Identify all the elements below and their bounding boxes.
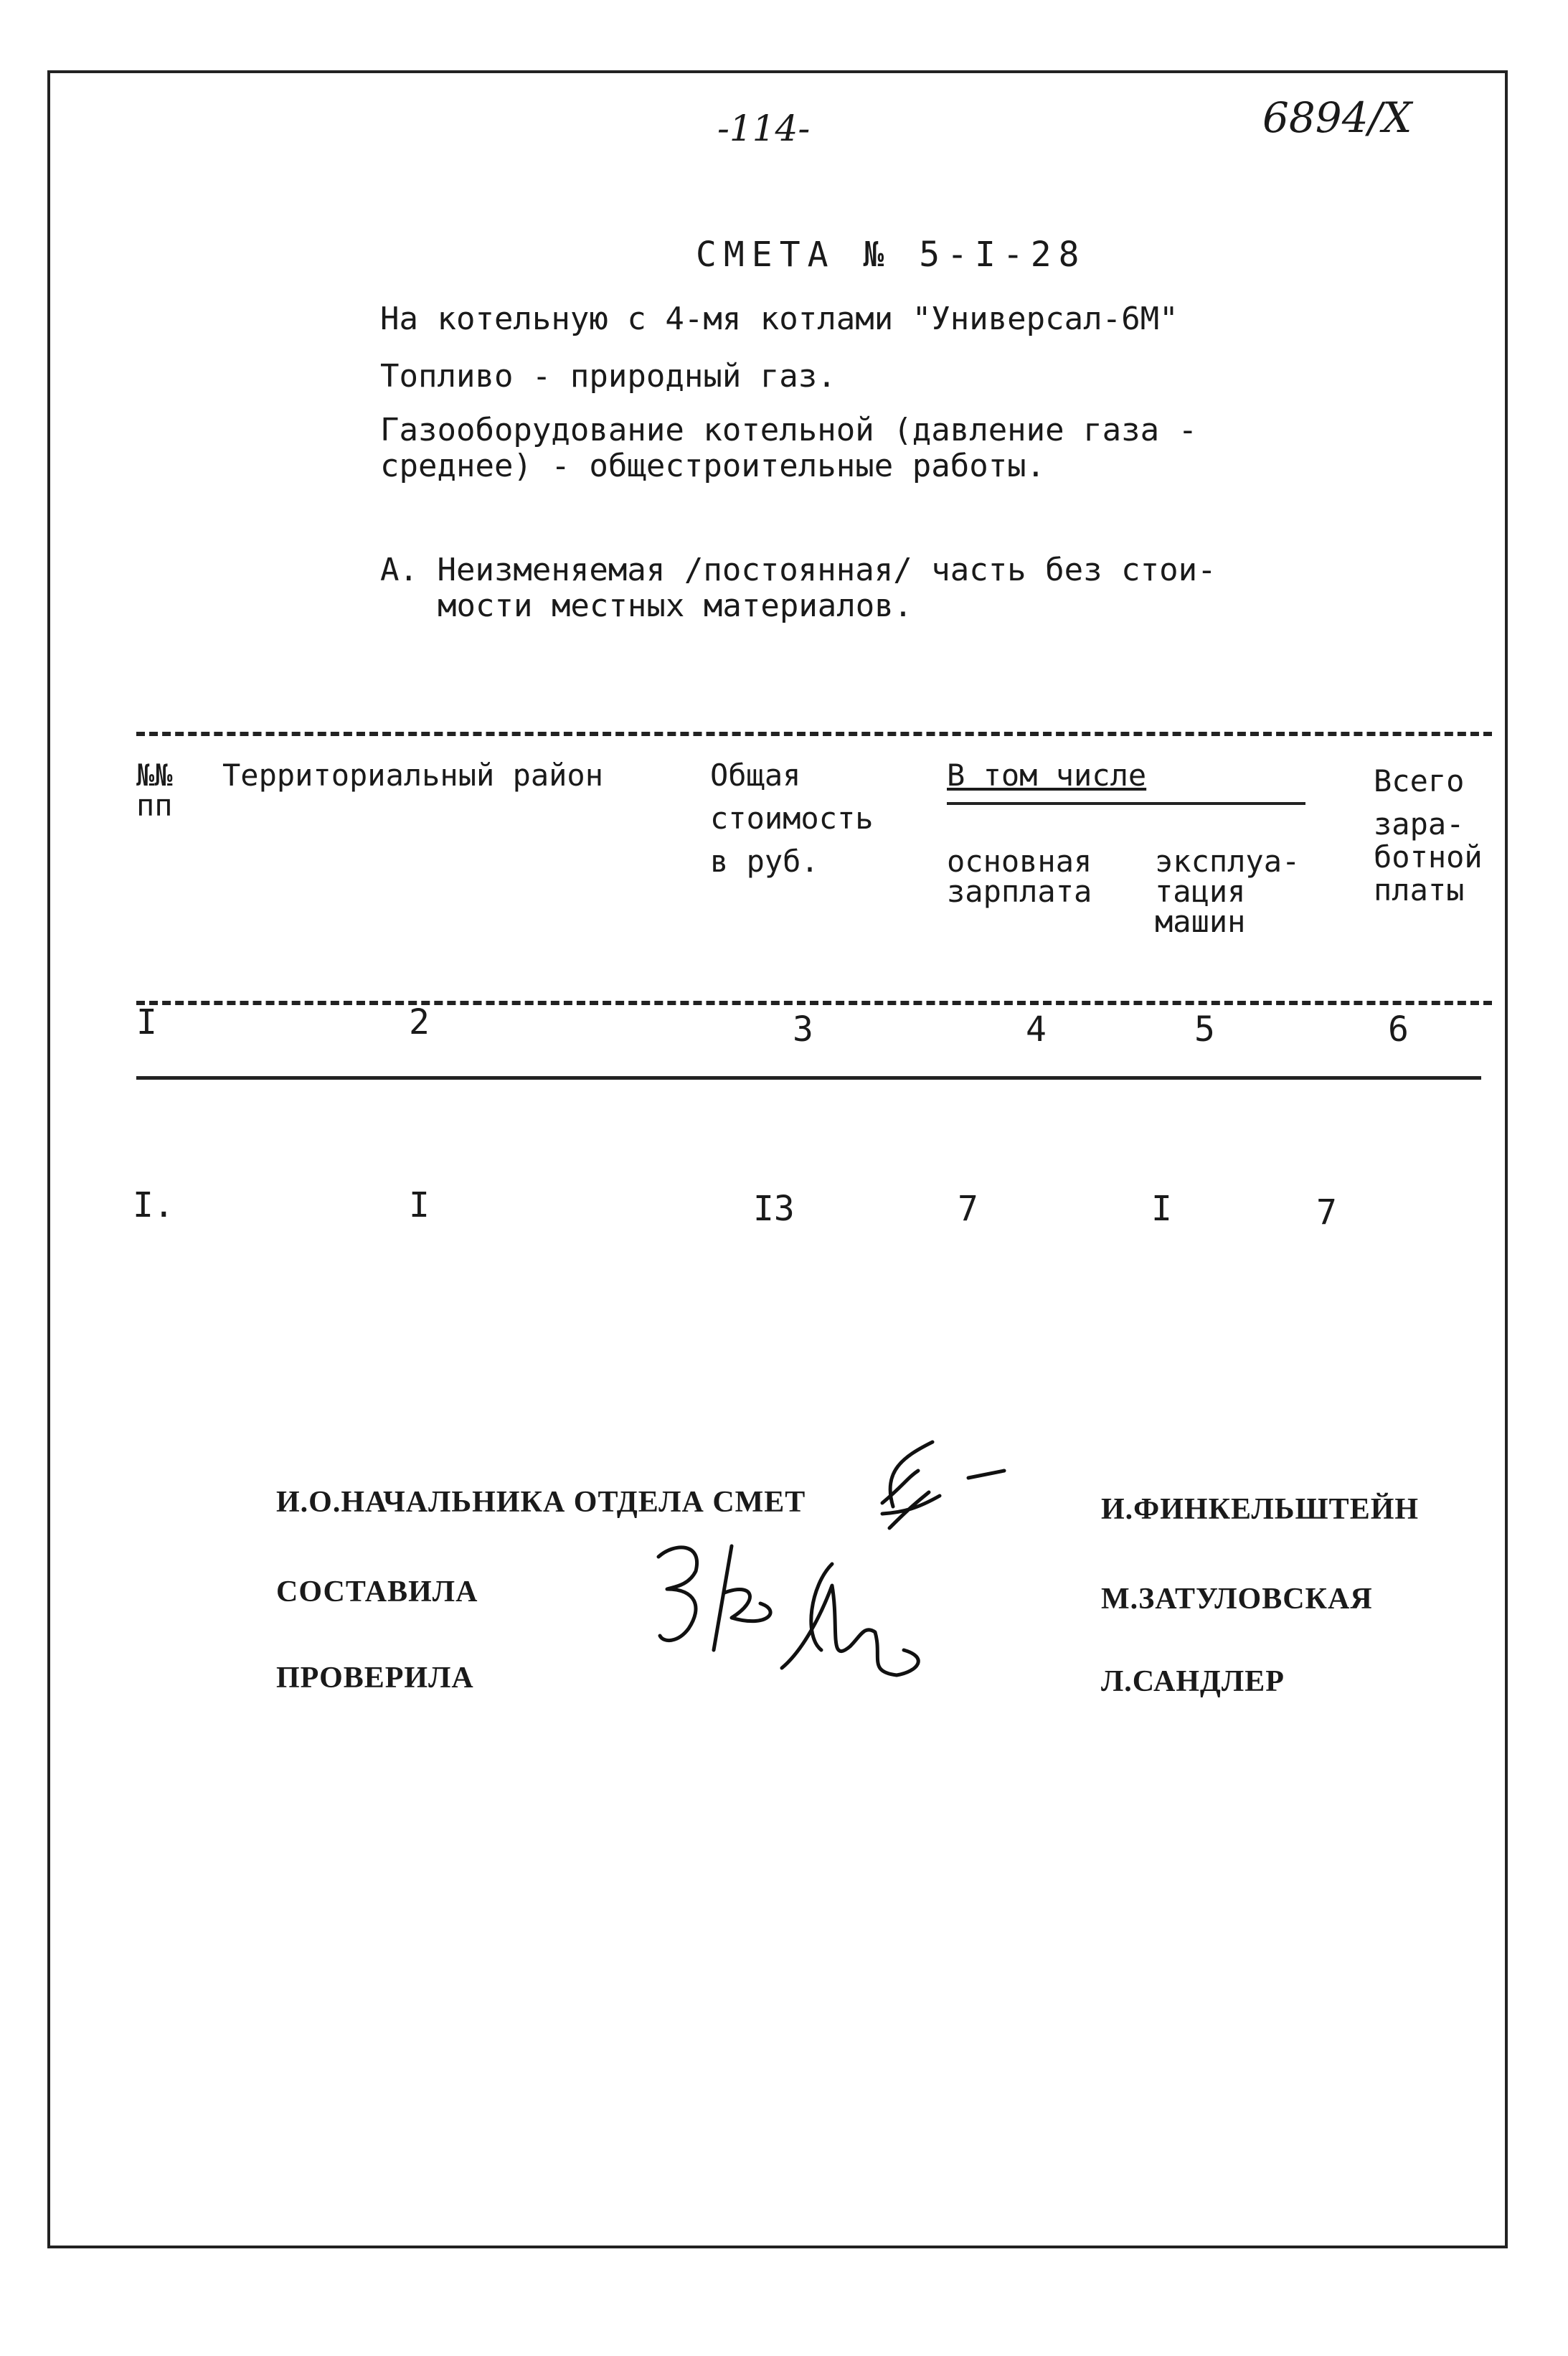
col-number-4: 4 <box>1026 1009 1047 1050</box>
header-all-salary-2: зара- <box>1374 806 1465 842</box>
header-including: В том числе <box>947 758 1147 793</box>
page-frame <box>47 70 1508 2248</box>
header-total-2: стоимость <box>710 801 874 836</box>
header-region: Территориальный район <box>222 758 604 793</box>
archive-number: 6894/X <box>1262 93 1412 142</box>
table-top-rule <box>136 732 1492 736</box>
header-base-salary-2: зарплата <box>947 874 1092 909</box>
header-including-rule <box>947 802 1305 805</box>
header-all-salary-3: ботной <box>1374 839 1483 875</box>
description-line-1: На котельную с 4-мя котлами "Универсал-6М" <box>380 301 1179 337</box>
col-number-6: 6 <box>1388 1009 1409 1050</box>
signature-role-3: ПРОВЕРИЛА <box>276 1662 474 1695</box>
header-machines-2: тация <box>1155 874 1246 909</box>
signature-name-3: Л.САНДЛЕР <box>1101 1665 1285 1698</box>
handwritten-signatures <box>646 1428 1076 1729</box>
header-machines-3: машин <box>1155 904 1246 939</box>
header-total-1: Общая <box>710 758 801 793</box>
header-machines-1: эксплуа- <box>1155 844 1300 879</box>
row-1-num: I. <box>133 1185 174 1225</box>
row-1-total: I3 <box>753 1189 795 1229</box>
col-number-5: 5 <box>1194 1009 1215 1050</box>
document-title: СМЕТА № 5-I-28 <box>696 235 1087 275</box>
signature-name-1: И.ФИНКЕЛЬШТЕЙН <box>1101 1493 1420 1526</box>
section-a-line-1: А. Неизменяемая /постоянная/ часть без стои- <box>380 552 1217 588</box>
signature-name-2: М.ЗАТУЛОВСКАЯ <box>1101 1583 1373 1616</box>
signature-role-1: И.О.НАЧАЛЬНИКА ОТДЕЛА СМЕТ <box>276 1486 806 1519</box>
section-a-line-2: мости местных материалов. <box>438 588 913 624</box>
col-number-1: I <box>136 1002 157 1042</box>
header-all-salary-1: Всего <box>1374 763 1465 798</box>
column-numbers-rule <box>136 1001 1492 1005</box>
signature-role-2: СОСТАВИЛА <box>276 1575 478 1608</box>
row-1-base-salary: 7 <box>958 1189 978 1229</box>
row-1-machines: I <box>1151 1189 1172 1229</box>
col-number-3: 3 <box>793 1009 813 1050</box>
col-number-2: 2 <box>409 1002 430 1042</box>
row-1-all-salary: 7 <box>1316 1192 1337 1233</box>
header-all-salary-4: платы <box>1374 872 1465 908</box>
description-line-2: Топливо - природный газ. <box>380 358 836 395</box>
description-line-3: Газооборудование котельной (давление газа - <box>380 412 1198 448</box>
page-number: -114- <box>717 108 811 149</box>
row-1-region: I <box>409 1185 430 1225</box>
header-num-1: №№ <box>136 758 173 793</box>
header-base-salary-1: основная <box>947 844 1092 879</box>
header-num-2: пп <box>136 788 173 823</box>
table-header-bottom-rule <box>136 1076 1481 1080</box>
description-line-4: среднее) - общестроительные работы. <box>380 448 1046 484</box>
header-total-3: в руб. <box>710 844 819 879</box>
